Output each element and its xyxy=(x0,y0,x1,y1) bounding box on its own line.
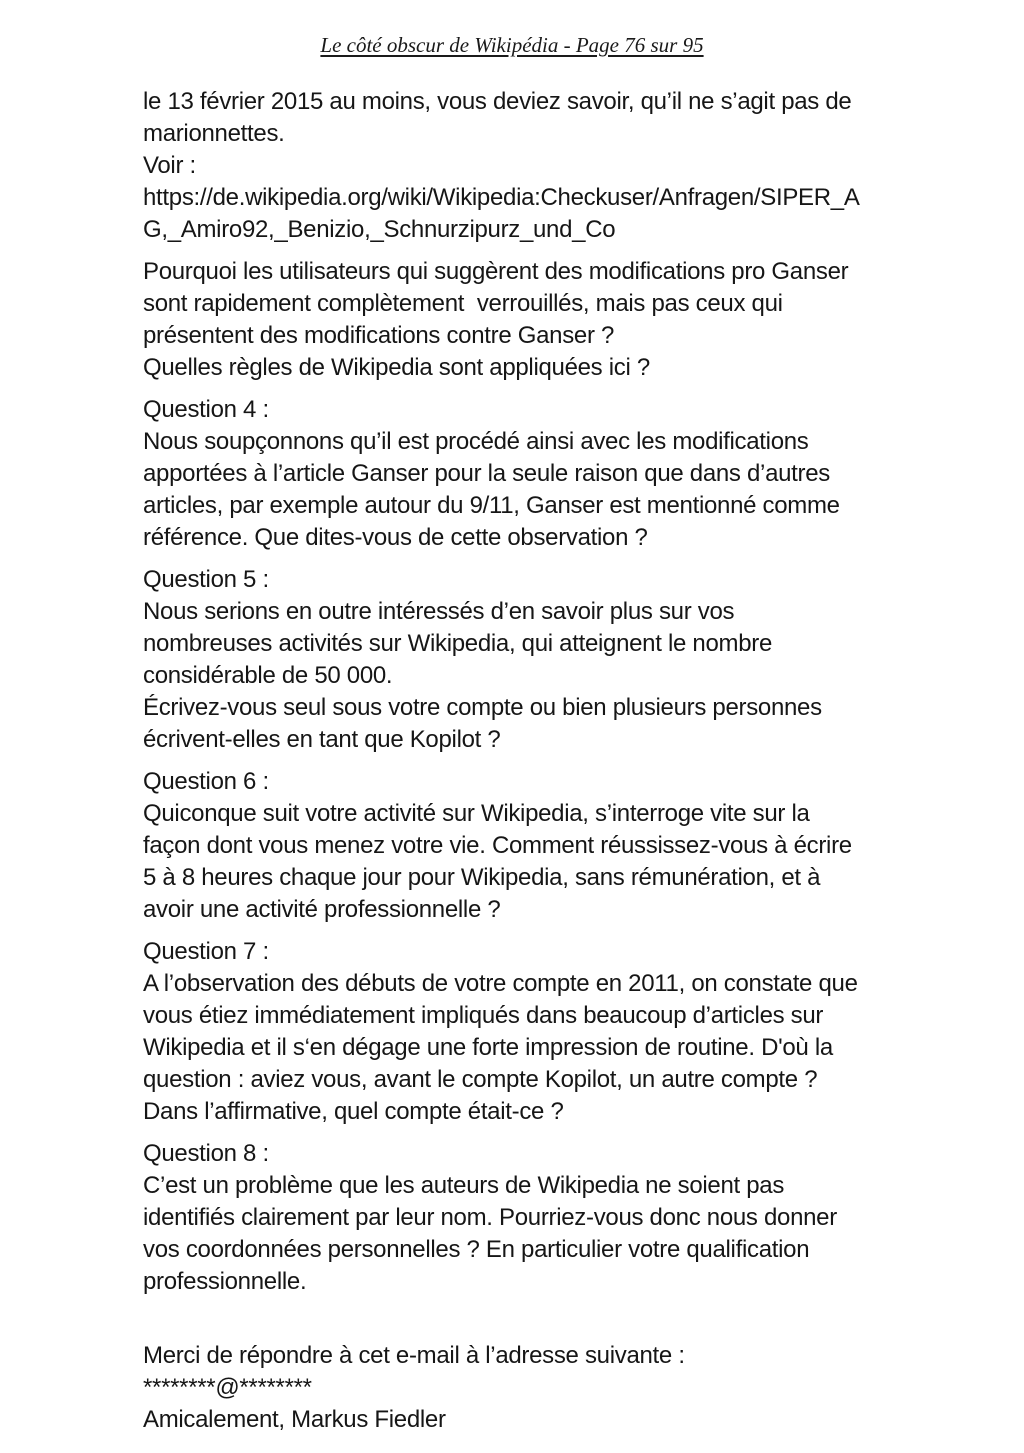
text-line: Pourquoi les utilisateurs qui suggèrent des modifications pro Ganser xyxy=(143,258,849,285)
text-line: Wikipedia et il s‘en dégage une forte impression de routine. D'où la xyxy=(143,1034,833,1061)
paragraph-block xyxy=(143,1340,933,1436)
text-line: A l’observation des débuts de votre compte en 2011, on constate que xyxy=(143,970,858,997)
text-line: Quiconque suit votre activité sur Wikipedia, s’interroge vite sur la xyxy=(143,800,810,827)
text-line: façon dont vous menez votre vie. Comment réussissez-vous à écrire xyxy=(143,832,852,859)
text-line: le 13 février 2015 au moins, vous deviez savoir, qu’il ne s’agit pas de xyxy=(143,88,852,115)
text-line: articles, par exemple autour du 9/11, Ganser est mentionné comme xyxy=(143,492,840,519)
page-header xyxy=(0,33,1024,58)
text-line: Merci de répondre à cet e-mail à l’adresse suivante : xyxy=(143,1342,685,1369)
text-line: ********@******** xyxy=(143,1374,312,1401)
text-line: Nous serions en outre intéressés d’en savoir plus sur vos xyxy=(143,598,735,625)
text-line: identifiés clairement par leur nom. Pourriez-vous donc nous donner xyxy=(143,1204,837,1231)
text-line: Nous soupçonnons qu’il est procédé ainsi avec les modifications xyxy=(143,428,809,455)
text-line: 5 à 8 heures chaque jour pour Wikipedia, sans rémunération, et à xyxy=(143,864,821,891)
text-line: nombreuses activités sur Wikipedia, qui atteignent le nombre xyxy=(143,630,772,657)
paragraph-block xyxy=(143,256,933,384)
text-line: avoir une activité professionnelle ? xyxy=(143,896,501,923)
text-line: Quelles règles de Wikipedia sont appliquées ici ? xyxy=(143,354,650,381)
text-line: apportées à l’article Ganser pour la seule raison que dans d’autres xyxy=(143,460,830,487)
text-line: Amicalement, Markus Fiedler xyxy=(143,1406,446,1433)
paragraph-block xyxy=(143,394,933,554)
text-line: présentent des modifications contre Ganser ? xyxy=(143,322,615,349)
text-line: Question 7 : xyxy=(143,938,269,965)
paragraph-block xyxy=(143,936,933,1128)
text-line: Dans l’affirmative, quel compte était-ce ? xyxy=(143,1098,564,1125)
paragraph-block xyxy=(143,564,933,756)
text-line: professionnelle. xyxy=(143,1268,307,1295)
text-line: Voir : xyxy=(143,152,196,179)
paragraph-block xyxy=(143,766,933,926)
document-body xyxy=(143,86,933,1446)
text-line: sont rapidement complètement verrouillés, mais pas ceux qui xyxy=(143,290,783,317)
text-line: Question 4 : xyxy=(143,396,269,423)
text-line: vos coordonnées personnelles ? En particulier votre qualification xyxy=(143,1236,810,1263)
text-line: marionnettes. xyxy=(143,120,285,147)
text-line xyxy=(143,1298,933,1330)
paragraph-block xyxy=(143,1138,933,1330)
paragraph-block xyxy=(143,86,933,246)
text-line: Question 8 : xyxy=(143,1140,269,1167)
text-line: C’est un problème que les auteurs de Wikipedia ne soient pas xyxy=(143,1172,785,1199)
text-line: Question 5 : xyxy=(143,566,269,593)
text-line: Question 6 : xyxy=(143,768,269,795)
text-line: question : aviez vous, avant le compte Kopilot, un autre compte ? xyxy=(143,1066,818,1093)
text-line: https://de.wikipedia.org/wiki/Wikipedia:Checkuser/Anfragen/SIPER_A xyxy=(143,184,860,211)
page-header-title: Le côté obscur de Wikipédia - Page 76 sur 95 xyxy=(320,33,704,57)
text-line: écrivent-elles en tant que Kopilot ? xyxy=(143,726,501,753)
text-line: Écrivez-vous seul sous votre compte ou bien plusieurs personnes xyxy=(143,694,822,721)
text-line: vous étiez immédiatement impliqués dans beaucoup d’articles sur xyxy=(143,1002,824,1029)
text-line: considérable de 50 000. xyxy=(143,662,393,689)
text-line: référence. Que dites-vous de cette observation ? xyxy=(143,524,648,551)
text-line: G,_Amiro92,_Benizio,_Schnurzipurz_und_Co xyxy=(143,216,616,243)
